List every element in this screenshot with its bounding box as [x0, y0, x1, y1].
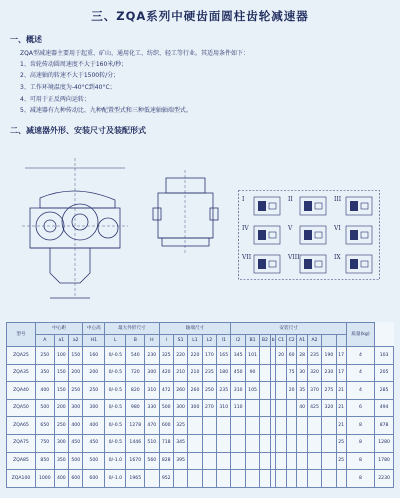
table-cell: 500: [159, 399, 173, 417]
table-cell: 6: [346, 399, 374, 417]
table-cell: [286, 452, 297, 470]
tolerance-cell: 0/-0.5: [105, 399, 126, 417]
table-cell: [297, 417, 307, 435]
table-cell: 165: [217, 347, 231, 365]
reducer-front-view: [20, 148, 130, 303]
table-row: [7, 364, 394, 382]
table-cell: [173, 470, 187, 488]
overview-line: 2、高速轴的转速不大于1500转/分；: [20, 72, 120, 79]
table-cell: ZQA50: [7, 399, 36, 417]
table-cell: 220: [188, 347, 202, 365]
table-cell: 330: [145, 399, 159, 417]
sub-header: A1: [297, 335, 307, 347]
table-cell: [217, 417, 231, 435]
table-cell: [297, 434, 307, 452]
table-cell: [260, 434, 270, 452]
table-cell: 160: [83, 347, 105, 365]
table-cell: 878: [375, 417, 394, 435]
mounting-forms-grid: [238, 190, 380, 280]
mounting-form-shaft: [269, 203, 276, 209]
table-cell: 345: [173, 434, 187, 452]
table-cell: 2230: [375, 470, 394, 488]
table-cell: [231, 434, 245, 452]
table-cell: [202, 452, 216, 470]
table-cell: [286, 470, 297, 488]
table-cell: 1280: [375, 434, 394, 452]
table-cell: 320: [307, 364, 321, 382]
sub-header: C1: [276, 335, 287, 347]
table-cell: 500: [35, 399, 54, 417]
sub-header: l2: [231, 335, 245, 347]
table-cell: 400: [54, 470, 68, 488]
table-cell: 820: [126, 382, 145, 400]
mounting-form-shaft: [258, 201, 266, 211]
table-cell: 35: [297, 382, 307, 400]
table-cell: [276, 470, 287, 488]
table-cell: 110: [231, 399, 245, 417]
table-cell: [260, 382, 270, 400]
table-cell: 250: [69, 382, 83, 400]
table-cell: [276, 399, 287, 417]
table-cell: 650: [35, 417, 54, 435]
table-cell: 350: [54, 452, 68, 470]
sub-header: [336, 335, 346, 347]
table-cell: [276, 382, 287, 400]
mounting-form-7: [241, 254, 280, 273]
table-cell: [307, 452, 321, 470]
table-cell: 200: [83, 364, 105, 382]
table-cell: 4: [346, 364, 374, 382]
sub-header: B1: [245, 335, 259, 347]
sub-header: L: [105, 335, 126, 347]
table-cell: 8: [346, 434, 374, 452]
sub-header: L2: [202, 335, 216, 347]
table-cell: 952: [159, 470, 173, 488]
sub-header: a2: [69, 335, 83, 347]
table-cell: 17: [336, 364, 346, 382]
table-cell: 300: [83, 399, 105, 417]
table-cell: 750: [35, 434, 54, 452]
table-cell: 370: [307, 382, 321, 400]
table-cell: 150: [69, 347, 83, 365]
mounting-form-3: [334, 196, 372, 215]
tolerance-cell: 0/-0.5: [105, 382, 126, 400]
mounting-form-label: VI: [334, 225, 341, 232]
table-cell: 395: [173, 452, 187, 470]
table-cell: 450: [69, 434, 83, 452]
mounting-form-shaft: [269, 261, 276, 267]
table-cell: [307, 417, 321, 435]
table-cell: [231, 417, 245, 435]
table-cell: 300: [173, 399, 187, 417]
table-row: [7, 347, 394, 365]
table-cell: 1780: [375, 452, 394, 470]
overview-line: 1、齿轮传动圆周速度不大于160米/秒；: [20, 61, 128, 68]
table-cell: 220: [173, 347, 187, 365]
table-cell: 210: [188, 364, 202, 382]
tolerance-cell: 0/-0.5: [105, 434, 126, 452]
table-cell: 1446: [126, 434, 145, 452]
table-cell: 325: [173, 417, 187, 435]
table-cell: 310: [217, 399, 231, 417]
table-cell: [322, 470, 336, 488]
table-cell: [145, 470, 159, 488]
mounting-form-2: [288, 196, 326, 215]
sub-header: B2: [260, 335, 270, 347]
mounting-form-4: [242, 225, 280, 244]
page-title: 三、ZQA系列中硬齿面圆柱齿轮减速器: [91, 9, 309, 23]
table-cell: 250: [83, 382, 105, 400]
table-cell: [217, 470, 231, 488]
mounting-form-shaft: [361, 203, 368, 209]
overview-line: 5、减速器有九种传动比、九种配置型式和三种低速轴轴端型式。: [20, 107, 192, 114]
sub-header: A2: [307, 335, 321, 347]
table-cell: [245, 434, 259, 452]
mounting-form-label: IX: [334, 254, 341, 261]
table-cell: 400: [35, 382, 54, 400]
sub-header: b: [270, 335, 276, 347]
table-cell: 8: [346, 452, 374, 470]
table-cell: ZQA40: [7, 382, 36, 400]
mounting-form-shaft: [304, 259, 312, 269]
table-cell: 500: [69, 452, 83, 470]
table-cell: 600: [69, 470, 83, 488]
table-cell: [260, 452, 270, 470]
mounting-form-shaft: [350, 201, 358, 211]
table-cell: [245, 452, 259, 470]
mounting-form-label: V: [288, 225, 293, 232]
mounting-form-shaft: [350, 259, 358, 269]
col-center: 中心距: [35, 323, 82, 335]
table-cell: 200: [54, 399, 68, 417]
table-cell: 4: [346, 382, 374, 400]
table-cell: [307, 470, 321, 488]
table-cell: 350: [35, 364, 54, 382]
table-cell: [231, 470, 245, 488]
mounting-form-shaft: [258, 230, 266, 240]
table-cell: 25: [336, 434, 346, 452]
mounting-form-8: [287, 254, 326, 273]
table-cell: 230: [322, 364, 336, 382]
col-shaft: 轴端尺寸: [159, 323, 231, 335]
table-cell: [231, 452, 245, 470]
table-cell: 540: [126, 347, 145, 365]
table-cell: 4: [346, 347, 374, 365]
table-cell: 25: [336, 452, 346, 470]
table-cell: 310: [145, 382, 159, 400]
tolerance-cell: 0/-0.5: [105, 347, 126, 365]
table-cell: 8: [346, 470, 374, 488]
table-row: [7, 417, 394, 435]
table-cell: 30: [297, 364, 307, 382]
table-cell: ZQA65: [7, 417, 36, 435]
table-cell: 150: [54, 364, 68, 382]
overview-line: 4、可用于正反两向运转；: [20, 96, 90, 103]
table-cell: [322, 417, 336, 435]
table-cell: 718: [159, 434, 173, 452]
table-cell: [202, 434, 216, 452]
table-cell: 210: [173, 364, 187, 382]
table-cell: 101: [245, 347, 259, 365]
sub-header: H1: [83, 335, 105, 347]
table-cell: 230: [145, 347, 159, 365]
table-cell: 300: [54, 434, 68, 452]
sub-header: L1: [188, 335, 202, 347]
table-cell: [260, 364, 270, 382]
table-cell: 1278: [126, 417, 145, 435]
table-cell: 345: [231, 347, 245, 365]
table-cell: [188, 452, 202, 470]
table-cell: 470: [145, 417, 159, 435]
table-cell: ZQA35: [7, 364, 36, 382]
table-cell: 90: [245, 364, 259, 382]
table-cell: ZQA100: [7, 470, 36, 488]
table-cell: ZQA75: [7, 434, 36, 452]
table-cell: 510: [145, 434, 159, 452]
mounting-form-label: III: [334, 196, 342, 203]
mounting-form-shaft: [361, 261, 368, 267]
table-cell: 600: [83, 470, 105, 488]
table-cell: [245, 417, 259, 435]
table-cell: 320: [322, 399, 336, 417]
table-cell: 235: [202, 364, 216, 382]
table-cell: 494: [375, 399, 394, 417]
table-cell: 260: [188, 382, 202, 400]
col-install: 安装尺寸: [231, 323, 346, 335]
table-cell: [217, 434, 231, 452]
table-cell: [286, 434, 297, 452]
table-cell: [188, 434, 202, 452]
table-cell: 400: [69, 417, 83, 435]
mounting-form-shaft: [269, 232, 276, 238]
table-cell: ZQA25: [7, 347, 36, 365]
table-cell: 1965: [126, 470, 145, 488]
table-cell: ZQA85: [7, 452, 36, 470]
table-cell: [245, 399, 259, 417]
mounting-form-shaft: [304, 230, 312, 240]
reducer-side-view: [148, 168, 223, 258]
mounting-form-shaft: [258, 259, 266, 269]
table-cell: 1000: [35, 470, 54, 488]
table-cell: 260: [173, 382, 187, 400]
table-cell: 828: [159, 452, 173, 470]
table-row: [7, 382, 394, 400]
table-cell: [245, 470, 259, 488]
table-cell: [322, 434, 336, 452]
table-cell: 300: [188, 399, 202, 417]
mounting-form-label: I: [242, 196, 245, 203]
table-cell: 75: [286, 364, 297, 382]
sub-header: A: [35, 335, 54, 347]
col-outline: 最大外形尺寸: [105, 323, 159, 335]
table-cell: 40: [297, 399, 307, 417]
mounting-form-shaft: [304, 201, 312, 211]
table-cell: 8: [346, 417, 374, 435]
table-cell: 1670: [126, 452, 145, 470]
table-cell: 450: [231, 364, 245, 382]
overview-line: ZQA型减速器主要用于起重、矿山、通用化工、纺织、轻工等行业。其适用条件如下：: [20, 50, 249, 57]
table-cell: 720: [126, 364, 145, 382]
table-cell: 170: [202, 347, 216, 365]
mounting-form-9: [334, 254, 372, 273]
tolerance-cell: 0/-1.0: [105, 452, 126, 470]
table-cell: 850: [35, 452, 54, 470]
table-cell: 28: [297, 347, 307, 365]
table-row: [7, 434, 394, 452]
table-cell: 300: [145, 364, 159, 382]
mounting-form-5: [287, 225, 326, 244]
table-row: [7, 452, 394, 470]
sub-header: H: [145, 335, 159, 347]
table-cell: 103: [375, 347, 394, 365]
table-cell: 200: [69, 364, 83, 382]
table-cell: 250: [35, 347, 54, 365]
mounting-form-6: [333, 225, 372, 244]
table-cell: 180: [217, 364, 231, 382]
sub-header: [322, 335, 336, 347]
table-cell: 205: [375, 364, 394, 382]
col-weight: 质量(kg): [346, 323, 374, 347]
table-cell: 60: [286, 347, 297, 365]
table-cell: [202, 470, 216, 488]
table-cell: [276, 452, 287, 470]
mounting-form-label: IV: [242, 225, 249, 232]
sub-header: a1: [54, 335, 68, 347]
table-cell: [260, 399, 270, 417]
table-cell: 20: [276, 347, 287, 365]
table-cell: 275: [322, 382, 336, 400]
table-cell: [188, 470, 202, 488]
table-cell: [276, 364, 287, 382]
table-cell: 472: [159, 382, 173, 400]
table-cell: 400: [83, 417, 105, 435]
table-cell: [297, 470, 307, 488]
table-cell: 325: [159, 347, 173, 365]
table-cell: [286, 399, 297, 417]
table-cell: 235: [217, 382, 231, 400]
mounting-form-label: II: [288, 196, 293, 203]
table-cell: [260, 347, 270, 365]
mounting-form-shaft: [315, 232, 322, 238]
mounting-form-label: VII: [242, 254, 252, 261]
table-cell: [297, 452, 307, 470]
tolerance-cell: 0/-1.0: [105, 470, 126, 488]
table-cell: 190: [322, 347, 336, 365]
sub-header: C2: [286, 335, 297, 347]
col-center-h: 中心高: [83, 323, 105, 335]
table-cell: 420: [159, 364, 173, 382]
tolerance-cell: 0/-0.5: [105, 364, 126, 382]
table-cell: 21: [336, 382, 346, 400]
mounting-form-shaft: [361, 232, 368, 238]
sub-header: S1: [173, 335, 187, 347]
table-cell: [286, 417, 297, 435]
table-cell: 500: [83, 452, 105, 470]
table-cell: [276, 417, 287, 435]
table-cell: 300: [69, 399, 83, 417]
tolerance-cell: 0/-0.5: [105, 417, 126, 435]
table-cell: [260, 417, 270, 435]
table-cell: 425: [307, 399, 321, 417]
drawings-area: [0, 148, 400, 318]
table-cell: 21: [336, 417, 346, 435]
table-cell: 310: [231, 382, 245, 400]
mounting-form-shaft: [315, 261, 322, 267]
table-row: [7, 399, 394, 417]
table-cell: [276, 434, 287, 452]
table-cell: 600: [159, 417, 173, 435]
mounting-form-label: VIII: [288, 254, 300, 261]
sub-header: l1: [217, 335, 231, 347]
table-cell: 270: [202, 399, 216, 417]
table-cell: 250: [202, 382, 216, 400]
table-cell: 450: [83, 434, 105, 452]
table-cell: 20: [286, 382, 297, 400]
table-cell: [307, 434, 321, 452]
table-cell: [217, 452, 231, 470]
overview-line: 3、工作环境温度为-40°C到40°C；: [20, 84, 116, 91]
table-cell: 150: [54, 382, 68, 400]
table-cell: 100: [54, 347, 68, 365]
table-cell: [322, 452, 336, 470]
table-cell: 560: [145, 452, 159, 470]
table-cell: 235: [307, 347, 321, 365]
mounting-form-shaft: [350, 230, 358, 240]
spec-table: [6, 322, 394, 488]
sub-header: B: [126, 335, 145, 347]
overview-heading: 一、概述: [10, 35, 42, 44]
outline-heading: 二、减速器外形、安装尺寸及装配形式: [10, 126, 146, 135]
mounting-form-1: [242, 196, 280, 215]
table-cell: 17: [336, 347, 346, 365]
table-cell: 21: [336, 399, 346, 417]
table-cell: [260, 470, 270, 488]
table-cell: 250: [54, 417, 68, 435]
table-cell: [336, 470, 346, 488]
mounting-form-shaft: [315, 203, 322, 209]
col-model: 型号: [7, 323, 36, 347]
table-cell: 980: [126, 399, 145, 417]
table-cell: 105: [245, 382, 259, 400]
table-row: [7, 470, 394, 488]
table-cell: [202, 417, 216, 435]
table-cell: 285: [375, 382, 394, 400]
table-cell: [188, 417, 202, 435]
sub-header: l: [159, 335, 173, 347]
